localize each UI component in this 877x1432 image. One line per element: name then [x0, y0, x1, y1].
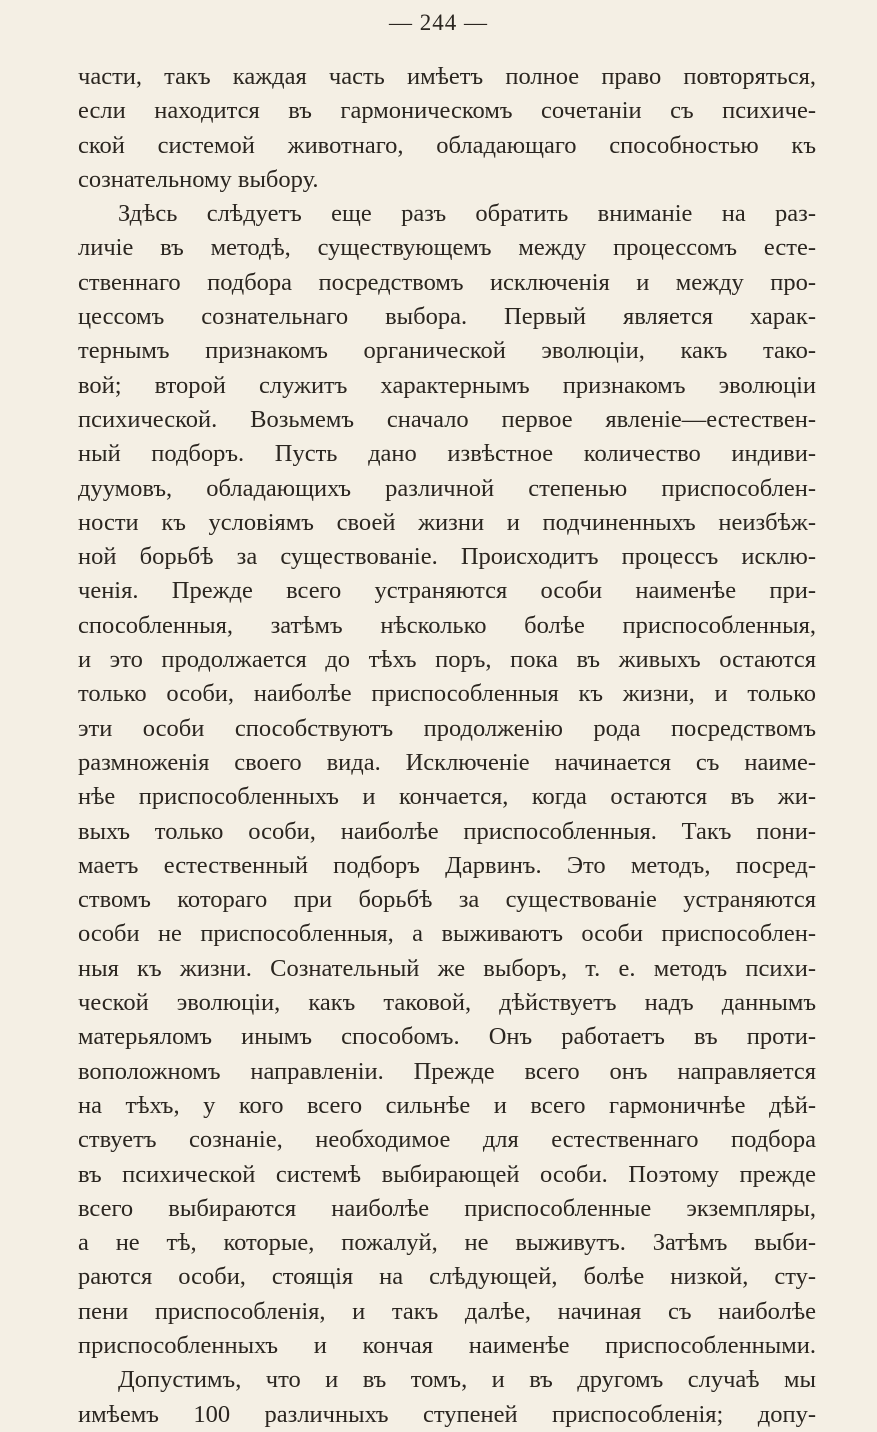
text-line: эти особи способствуютъ продолженію рода посредствомъ — [78, 714, 816, 742]
body-text — [78, 60, 816, 1432]
text-line: размноженія своего вида. Исключеніе начинается съ наиме- — [78, 748, 816, 776]
text-line: ской системой животнаго, обладающаго способностью къ — [78, 131, 816, 159]
text-line: ной борьбѣ за существованіе. Происходитъ процессъ исклю- — [78, 543, 816, 571]
text-line: части, такъ каждая часть имѣетъ полное право повторяться, — [78, 63, 816, 90]
text-line: способленныя, затѣмъ нѣсколько болѣе приспособленныя, — [78, 611, 816, 639]
text-line: всего выбираются наиболѣе приспособленные экземпляры, — [78, 1194, 816, 1222]
text-line: тернымъ признакомъ органической эволюціи, какъ тако- — [78, 337, 816, 365]
text-line: Здѣсь слѣдуетъ еще разъ обратить вниманіе на раз- — [118, 200, 816, 228]
text-line: воположномъ направленіи. Прежде всего онъ направляется — [78, 1057, 816, 1085]
text-line: ствуетъ сознаніе, необходимое для естественнаго подбора — [78, 1126, 816, 1154]
text-line: сознательному выбору. — [78, 165, 319, 193]
text-line: дуумовъ, обладающихъ различной степенью приспособлен- — [78, 474, 816, 502]
text-line: пени приспособленія, и такъ далѣе, начиная съ наиболѣе — [78, 1297, 816, 1325]
text-line: матерьяломъ инымъ способомъ. Онъ работаетъ въ проти- — [78, 1023, 816, 1051]
page-number: — 244 — — [389, 10, 488, 35]
text-line: на тѣхъ, у кого всего сильнѣе и всего гармоничнѣе дѣй- — [78, 1091, 816, 1119]
text-line: нѣе приспособленныхъ и кончается, когда остаются въ жи- — [78, 783, 816, 811]
text-line: имѣемъ 100 различныхъ ступеней приспособленія; допу- — [78, 1400, 816, 1428]
text-line: раются особи, стоящія на слѣдующей, болѣе низкой, сту- — [78, 1263, 816, 1291]
text-line: психической. Возьмемъ сначало первое явленіе—естествен- — [78, 405, 816, 433]
text-line: ченія. Прежде всего устраняются особи наименѣе при- — [78, 577, 816, 605]
text-line: маетъ естественный подборъ Дарвинъ. Это методъ, посред- — [78, 851, 816, 879]
text-line: ности къ условіямъ своей жизни и подчиненныхъ неизбѣж- — [78, 508, 816, 536]
text-line: Допустимъ, что и въ томъ, и въ другомъ случаѣ мы — [118, 1366, 816, 1394]
text-line: личіе въ методѣ, существующемъ между процессомъ есте- — [78, 234, 816, 262]
text-line: выхъ только особи, наиболѣе приспособленныя. Такъ пони- — [78, 817, 816, 845]
text-line: ческой эволюціи, какъ таковой, дѣйствуетъ надъ даннымъ — [78, 989, 816, 1017]
text-line: особи не приспособленныя, а выживаютъ особи приспособлен- — [78, 920, 816, 948]
text-line: а не тѣ, которые, пожалуй, не выживутъ. Затѣмъ выби- — [78, 1229, 816, 1257]
text-line: ный подборъ. Пусть дано извѣстное количество индиви- — [78, 440, 816, 468]
text-line: ныя къ жизни. Сознательный же выборъ, т. е. методъ психи- — [78, 954, 816, 982]
text-line: приспособленныхъ и кончая наименѣе приспособленными. — [78, 1331, 816, 1359]
text-line: и это продолжается до тѣхъ поръ, пока въ живыхъ остаются — [78, 646, 816, 674]
text-line: только особи, наиболѣе приспособленныя къ жизни, и только — [78, 680, 816, 708]
text-line: въ психической системѣ выбирающей особи. Поэтому прежде — [78, 1160, 816, 1188]
text-line: цессомъ сознательнаго выбора. Первый является харак- — [78, 303, 816, 331]
text-line: ствомъ котораго при борьбѣ за существованіе устраняются — [78, 886, 816, 914]
text-line: вой; второй служитъ характернымъ признакомъ эволюціи — [78, 371, 816, 399]
text-line: если находится въ гармоническомъ сочетаніи съ психиче- — [78, 97, 816, 125]
text-line: ственнаго подбора посредствомъ исключенія и между про- — [78, 268, 816, 296]
